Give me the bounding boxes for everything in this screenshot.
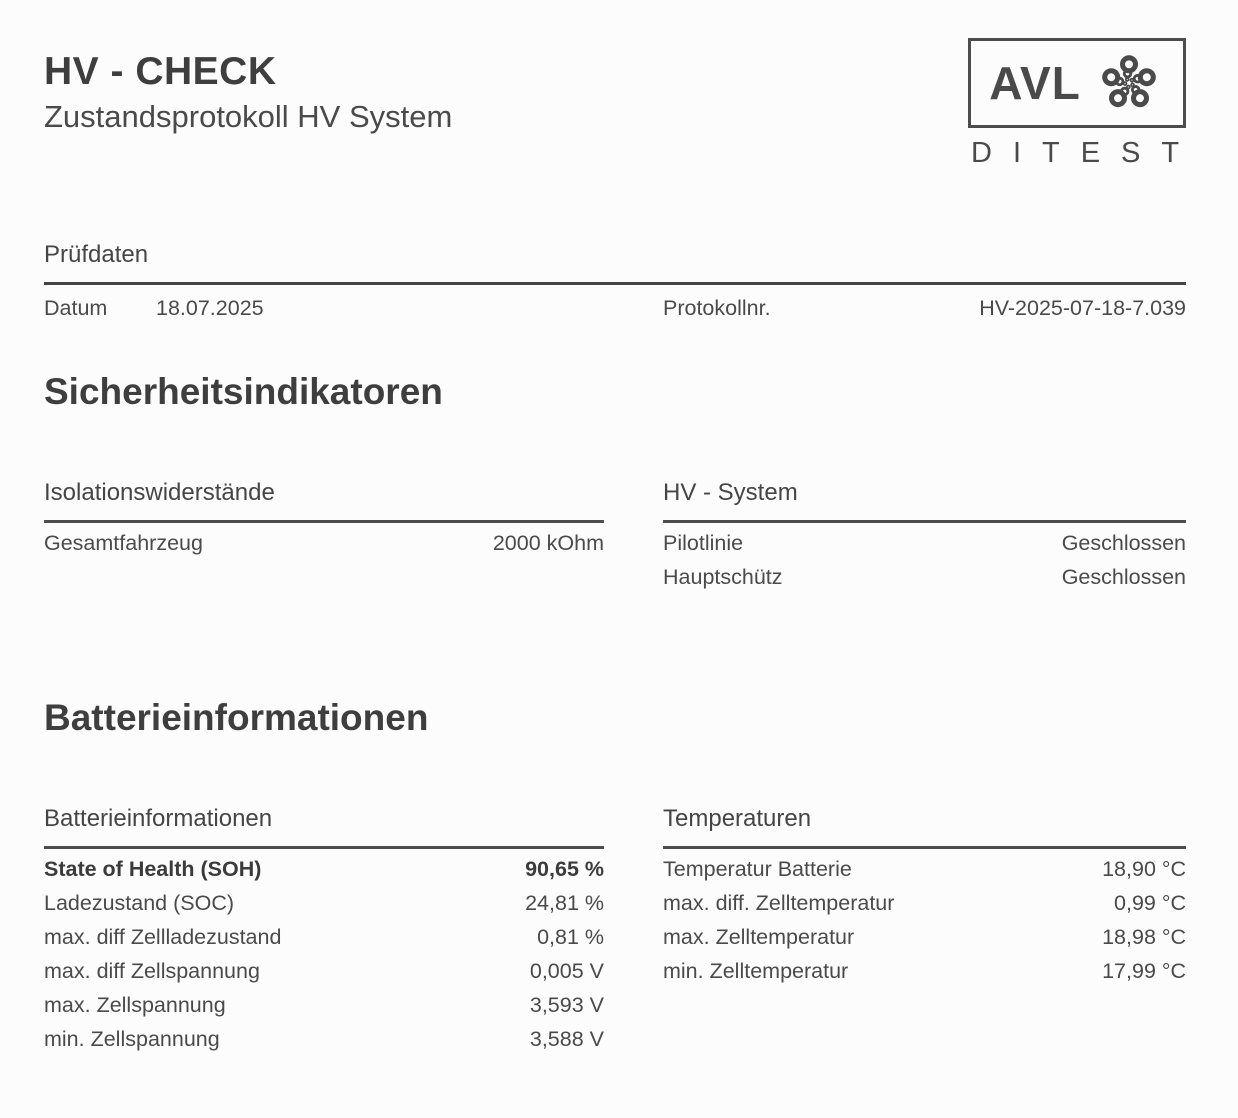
- row-label: State of Health (SOH): [44, 857, 262, 881]
- hv-system-table: [663, 478, 1186, 594]
- row-label: max. diff. Zelltemperatur: [663, 891, 895, 915]
- table-row: [44, 1022, 604, 1056]
- row-value: 17,99 °C: [1102, 959, 1186, 983]
- battery-info-table: [44, 804, 604, 1056]
- battery-info-heading: Batterieinformationen: [44, 805, 273, 832]
- pruefdaten-section: [44, 240, 1186, 322]
- page-title: HV - CHECK: [44, 50, 277, 93]
- row-label: min. Zellspannung: [44, 1027, 220, 1051]
- table-row: [44, 886, 604, 920]
- pruefdaten-row: [44, 294, 1186, 322]
- row-label: Pilotlinie: [663, 531, 744, 555]
- report-header: [44, 38, 1201, 170]
- isolation-table: [44, 478, 604, 560]
- table-row: [663, 560, 1186, 594]
- datum-value: 18.07.2025: [156, 296, 264, 320]
- row-label: Gesamtfahrzeug: [44, 531, 203, 555]
- row-value: 90,65 %: [525, 857, 604, 881]
- protokollnr-label: Protokollnr.: [663, 296, 771, 320]
- row-label: max. Zellspannung: [44, 993, 226, 1017]
- row-label: max. diff Zellladezustand: [44, 925, 282, 949]
- temperatures-heading: Temperaturen: [663, 805, 812, 832]
- protokollnr-value: HV-2025-07-18-7.039: [979, 296, 1186, 320]
- battery-tables: [44, 804, 1186, 1056]
- column-gap: [604, 294, 663, 322]
- battery-section-heading: Batterieinformationen: [44, 697, 429, 738]
- divider: [44, 520, 604, 523]
- logo-box: [968, 38, 1186, 128]
- row-label: max. diff Zellspannung: [44, 959, 260, 983]
- table-row: [663, 526, 1186, 560]
- table-row: [44, 988, 604, 1022]
- row-value: 0,99 °C: [1114, 891, 1186, 915]
- row-label: min. Zelltemperatur: [663, 959, 849, 983]
- page-subtitle: Zustandsprotokoll HV System: [44, 98, 453, 134]
- table-row: [44, 526, 604, 560]
- logo-subbrand-text: DITEST: [971, 137, 1201, 169]
- table-row: [663, 954, 1186, 988]
- isolation-heading: Isolationswiderstände: [44, 479, 275, 506]
- safety-tables: [44, 478, 1186, 594]
- table-row: [663, 852, 1186, 886]
- temperatures-table: [663, 804, 1186, 988]
- row-label: max. Zelltemperatur: [663, 925, 855, 949]
- report-page: [0, 38, 1238, 1056]
- row-value: Geschlossen: [1061, 531, 1186, 555]
- table-row: [663, 886, 1186, 920]
- title-block: [44, 50, 452, 135]
- divider: [44, 846, 604, 849]
- row-label: Ladezustand (SOC): [44, 891, 235, 915]
- pruefdaten-heading: Prüfdaten: [44, 241, 149, 268]
- divider: [44, 282, 1186, 285]
- table-row: [44, 920, 604, 954]
- datum-label: Datum: [44, 296, 108, 320]
- row-value: 0,005 V: [529, 959, 604, 983]
- row-value: 0,81 %: [537, 925, 604, 949]
- table-row: [663, 920, 1186, 954]
- table-row-soh: [44, 852, 604, 886]
- avl-pinwheel-icon: [1093, 47, 1165, 119]
- company-logo: [968, 38, 1201, 170]
- row-value: 2000 kOhm: [492, 531, 604, 555]
- row-value: 18,90 °C: [1102, 857, 1186, 881]
- safety-section-heading: Sicherheitsindikatoren: [44, 371, 443, 412]
- row-value: 18,98 °C: [1102, 925, 1186, 949]
- table-row: [44, 954, 604, 988]
- row-value: 3,588 V: [529, 1027, 604, 1051]
- divider: [663, 846, 1186, 849]
- row-value: Geschlossen: [1061, 565, 1186, 589]
- row-value: 3,593 V: [529, 993, 604, 1017]
- row-label: Hauptschütz: [663, 565, 783, 589]
- datum-field: [44, 294, 604, 322]
- row-value: 24,81 %: [525, 891, 604, 915]
- protokollnr-field: [663, 294, 1186, 322]
- row-label: Temperatur Batterie: [663, 857, 852, 881]
- logo-brand-text: AVL: [989, 57, 1081, 109]
- divider: [663, 520, 1186, 523]
- hv-system-heading: HV - System: [663, 479, 798, 506]
